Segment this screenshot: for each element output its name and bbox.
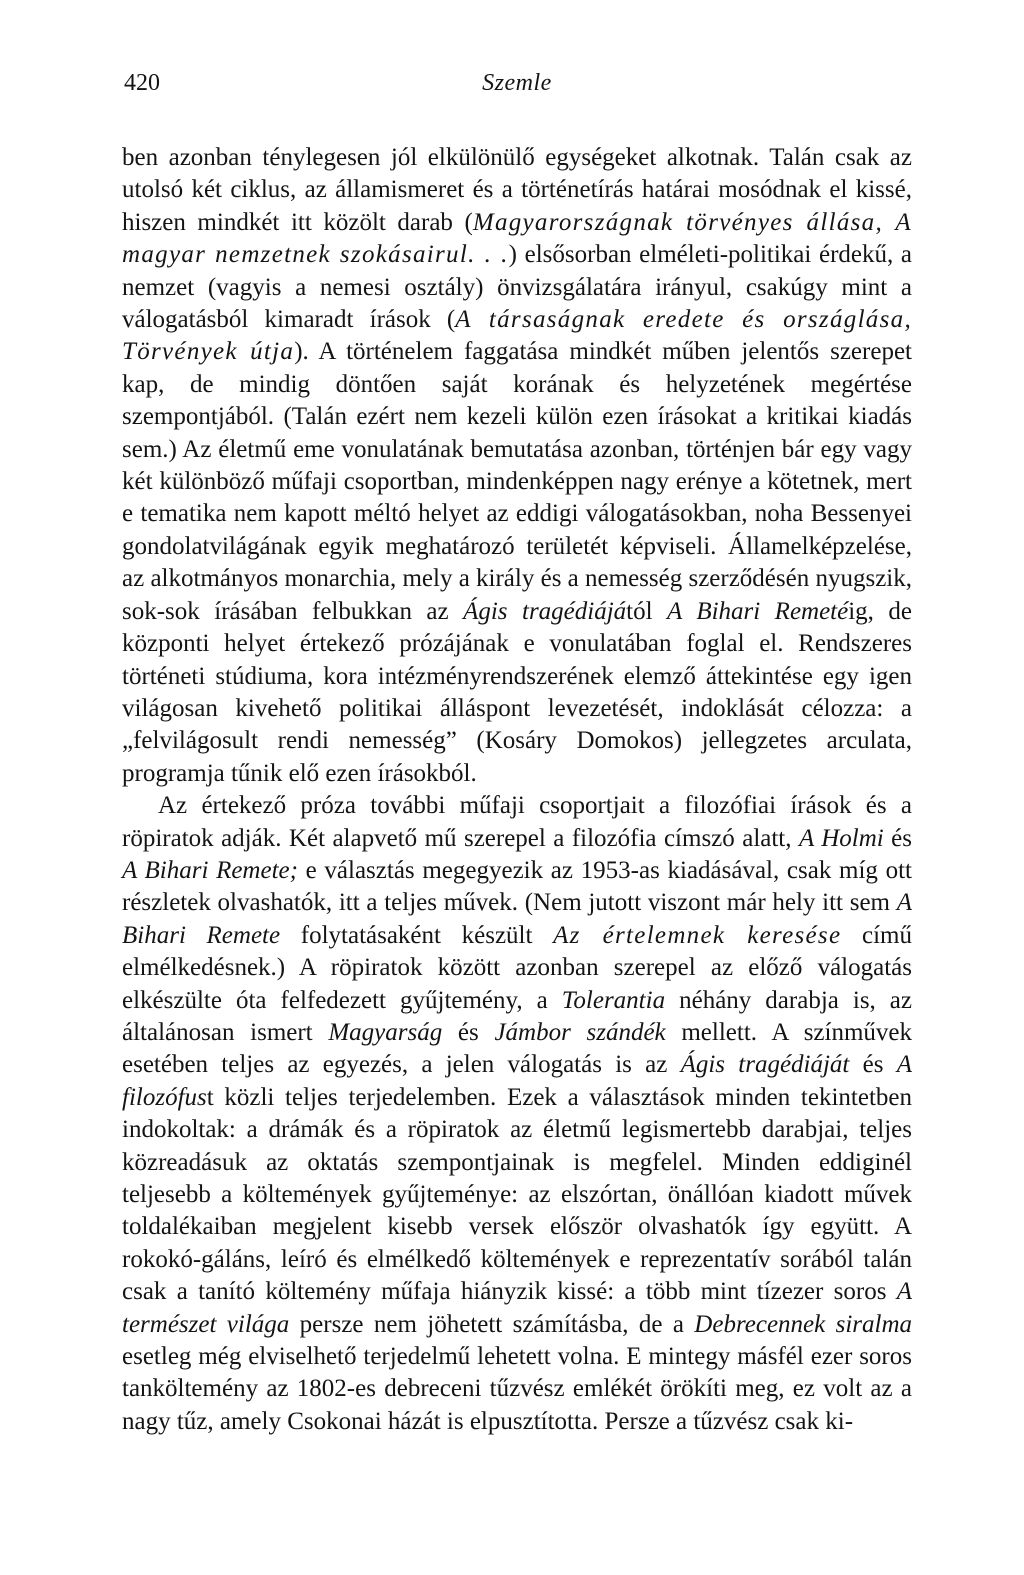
italic-title-run: A Bihari Remeté xyxy=(667,597,849,625)
page-number: 420 xyxy=(124,70,160,96)
text-run: tól xyxy=(626,597,668,625)
paragraph-1 xyxy=(122,142,912,790)
text-run: mellett. A színművek esetében teljes az egyezés, a jelen válogatás is az xyxy=(122,1018,913,1079)
text-run: folytatásaként készült xyxy=(280,921,554,949)
text-run: esetleg még elviselhető terjedelmű lehetett volna. E mintegy másfél ezer soros tanköltemény az 1802-es debreceni tűzvész emlékét örökíti meg, ez volt az a nagy tűz, amely Csokonai házát is elpusztította. Persze a tűzvész csak ki- xyxy=(122,1343,912,1435)
italic-title-run: Tolerantia xyxy=(561,986,666,1014)
italic-title-run: Jámbor szándék xyxy=(494,1018,666,1046)
italic-title-run: A Holmi xyxy=(798,824,884,852)
italic-title-run: A társaságnak eredete és országlása, Törvények útja xyxy=(122,306,912,366)
italic-title-run: A Bihari Remete xyxy=(122,889,912,949)
text-run: e választás megegyezik az 1953-as kiadásával, csak míg ott részletek olvashatók, itt a teljes művek. (Nem jutott viszont már hely itt sem xyxy=(122,856,912,917)
text-run: ). A történelem faggatása mindkét műben jelentős szerepet kap, de mindig döntően saját korának és helyzetének megértése szempontjából. (Talán ezért nem kezeli külön ezen írásokat a kritikai kiadás sem.) Az életmű eme vonulatának bemutatása azonban, történjen bár egy vagy két különböző műfaji csoportban, mindenképpen nagy erénye a kötetnek, mert e tematika nem kapott méltó helyet az eddigi válogatásokban, noha Bessenyei gondolatvilágának egyik meghatározó területét képviseli. Államelképzelése, az alkotmányos monarchia, mely a király és a nemesség szerződésén nyugszik, sok-sok írásában felbukkan az xyxy=(122,338,913,625)
italic-title-run: Magyarországnak törvényes állása, A magyar nemzetnek szokásairul. . . xyxy=(122,208,913,269)
italic-title-run: Ágis tragédiájá xyxy=(463,597,627,625)
text-run: Az értekező próza további műfaji csoportjait a filozófiai írások és a röpiratok adják. Két alapvető mű szerepel a filozófia címszó alatt, xyxy=(122,792,912,852)
italic-title-run: A természet világa xyxy=(122,1278,912,1338)
italic-title-run: A filozófus xyxy=(122,1051,912,1111)
page-header xyxy=(122,70,912,106)
italic-title-run: A Bihari Remete; xyxy=(122,856,298,884)
body-text xyxy=(122,142,912,1438)
text-run: és xyxy=(883,824,912,852)
text-run: című elmélkedésnek.) A röpiratok között azonban szerepel az előző válogatás elkészülte óta felfedezett gyűjtemény, a xyxy=(122,921,913,1014)
text-run: ig, de központi helyet értekező prózájának e vonulatában foglal el. Rendszeres történeti stúdiuma, kora intézményrendszerének elemző áttekintése egy igen világosan kivehető politikai álláspont levezetését, indoklását célozza: a „felvilágosult rendi nemesség” (Kosáry Domokos) jellegzetes arculata, programja tűnik elő ezen írásokból. xyxy=(122,597,912,787)
text-run: persze nem jöhetett számításba, de a xyxy=(289,1310,695,1338)
italic-title-run: Ágis tragédiáját xyxy=(680,1051,850,1079)
text-run: néhány darabja is, az általánosan ismert xyxy=(122,986,913,1046)
text-run: ) elsősorban elméleti-politikai érdekű, a nemzet (vagyis a nemesi osztály) önvizsgálatára irányul, csakúgy mint a válogatásból kimaradt írások ( xyxy=(122,241,913,334)
italic-title-run: Debrecennek siralma xyxy=(694,1310,912,1338)
text-run: és xyxy=(849,1051,897,1079)
running-title: Szemle xyxy=(482,70,552,96)
text-run: t közli teljes terjedelemben. Ezek a választások minden tekintetben indokoltak: a drámák és a röpiratok az életmű legismertebb darabjai, teljes közreadásuk az oktatás szempontjainak is megfelel. Minden eddiginél teljesebb a költemények gyűjteménye: az elszórtan, önállóan kiadott művek toldalékaiban megjelent kisebb versek először olvashatók így együtt. A rokokó-gáláns, leíró és elmélkedő költemények e reprezentatív sorából talán csak a tanító költemény műfaja hiányzik kissé: a több mint tízezer soros xyxy=(122,1083,912,1306)
italic-title-run: Az értelemnek keresése xyxy=(553,921,842,949)
document-page xyxy=(122,0,912,1575)
paragraph-2 xyxy=(122,790,912,1438)
text-run: és xyxy=(442,1018,495,1046)
italic-title-run: Magyarság xyxy=(328,1018,443,1046)
text-run: ben azonban ténylegesen jól elkülönülő egységeket alkotnak. Talán csak az utolsó két ciklus, az államismeret és a történetírás határai mosódnak el kissé, hiszen mindkét itt közölt darab ( xyxy=(122,144,912,236)
